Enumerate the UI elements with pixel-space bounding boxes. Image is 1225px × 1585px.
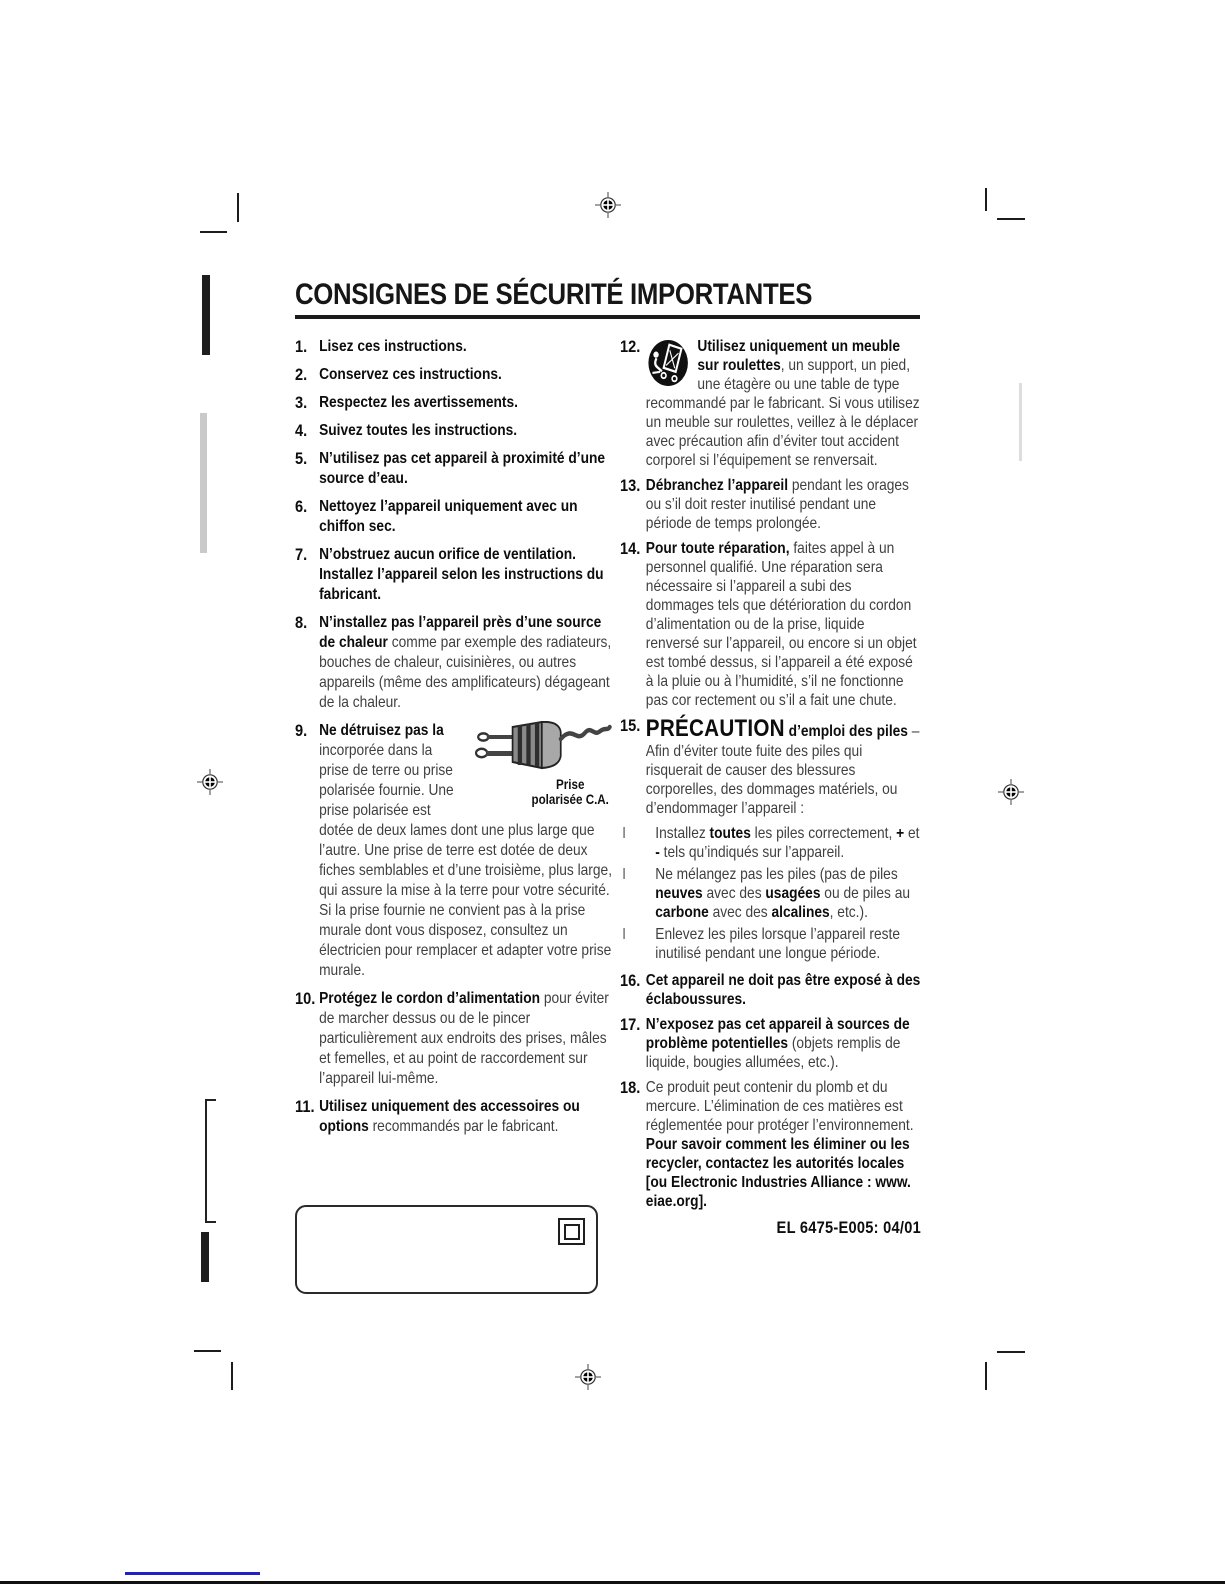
bullet-marker: l — [622, 926, 626, 943]
item-text: Nettoyez l’appareil uniquement avec un chiffon sec. — [319, 498, 578, 535]
crop-mark — [997, 1351, 1025, 1353]
item-text: N’exposez pas cet appareil à sources de problème potentielles (objets remplis de liquide, bougies allumées, etc.). — [645, 1016, 910, 1071]
nested-squares-icon — [558, 1218, 585, 1245]
bullet-marker: l — [622, 825, 626, 842]
item-number: 14. — [620, 539, 641, 558]
crop-mark — [200, 231, 227, 233]
item-text: Respectez les avertissements. — [319, 394, 518, 411]
bullet-text: Ne mélangez pas les piles (pas de piles neuves avec des usagées ou de piles au carbone avec des alcalines, etc.). — [655, 866, 910, 921]
battery-precaution-list — [620, 824, 921, 963]
item-number: 12. — [620, 337, 641, 356]
item-number: 4. — [295, 421, 308, 440]
instruction-item-13 — [620, 476, 921, 533]
instruction-item-5 — [295, 449, 617, 489]
page-bottom-edge — [0, 1581, 1225, 1584]
registration-crosshair-icon — [575, 1364, 601, 1390]
instruction-item-14 — [620, 539, 921, 710]
instruction-item-15 — [620, 716, 921, 818]
polarized-ac-plug-icon — [470, 721, 614, 771]
item-number: 13. — [620, 476, 641, 495]
instruction-item-3 — [295, 393, 617, 413]
item-number: 2. — [295, 365, 308, 384]
instruction-item-7 — [295, 545, 617, 605]
item-number: 9. — [295, 721, 308, 740]
instruction-item-8 — [295, 613, 617, 713]
right-column — [620, 337, 921, 1234]
bullet-text: Enlevez les piles lorsque l’appareil reste inutilisé pendant une longue période. — [655, 926, 901, 962]
item-text: N’installez pas l’appareil près d’une source de chaleur comme par exemple des radiateurs, bouches de chaleur, cuisinières, ou autres appareils (même des amplificateurs) dégageant de la chaleur. — [319, 614, 612, 711]
instruction-item-16 — [620, 971, 921, 1009]
nested-squares-inner — [564, 1224, 580, 1240]
bullet-marker: l — [622, 866, 626, 883]
item-text: PRÉCAUTION d’emploi des piles – Afin d’éviter toute fuite des piles qui risquerait de causer des blessures corporelles, des dommages matériels, ou d’endommager l’appareil : — [645, 715, 920, 817]
crop-mark — [985, 188, 987, 211]
item-number: 18. — [620, 1078, 641, 1097]
figure-caption-line2: polarisée C.A. — [531, 792, 609, 807]
registration-crosshair-icon — [197, 769, 223, 795]
left-column — [295, 337, 617, 1145]
item-number: 11. — [295, 1097, 315, 1116]
item-number: 1. — [295, 337, 308, 356]
item-text: Ce produit peut contenir du plomb et du mercure. L’élimination de ces matières est réglementée pour protéger l’environnement. Pour savoir comment les éliminer ou les recycler, contactez les autorités locales [ou Electronic Industries Alliance : www. eiae.org]. — [645, 1079, 914, 1210]
instruction-item-1 — [295, 337, 617, 357]
item-text: Débranchez l’appareil pendant les orages ou s’il doit rester inutilisé pendant une période de temps prolongée. — [645, 477, 909, 532]
battery-bullet-1 — [620, 824, 921, 862]
instruction-item-6 — [295, 497, 617, 537]
title-underline — [295, 315, 920, 319]
item-number: 7. — [295, 545, 308, 564]
registration-crosshair-icon — [998, 779, 1024, 805]
item-text: Suivez toutes les instructions. — [319, 422, 518, 439]
battery-bullet-3 — [620, 925, 921, 963]
item-text: N’utilisez pas cet appareil à proximité d’une source d’eau. — [319, 450, 606, 487]
registration-crosshair-icon — [595, 192, 621, 218]
item-number: 15. — [620, 716, 641, 735]
item-number: 5. — [295, 449, 308, 468]
item-text: Lisez ces instructions. — [319, 338, 467, 355]
bottom-outline-box — [295, 1205, 598, 1294]
item-text: Conservez ces instructions. — [319, 366, 502, 383]
crop-mark — [194, 1350, 221, 1352]
battery-bullet-2 — [620, 865, 921, 922]
item-number: 10. — [295, 989, 316, 1008]
blue-underline — [125, 1572, 260, 1575]
item-number: 3. — [295, 393, 308, 412]
item-text: N’obstruez aucun orifice de ventilation. Installez l’appareil selon les instructions du fabricant. — [319, 546, 604, 603]
item-number: 8. — [295, 613, 308, 632]
item-text: Prise polarisée C.A. Ne détruisez pas la incorporée dans la prise de terre ou prise polarisée fournie. Une prise polarisée est dotée de deux lames dont une plus large que l’autre. Une prise de terre est dotée de deux fiches semblables et d’une troisième, plus large, qui assure la mise à la terre pour votre sécurité. Si la prise fournie ne convient pas à la prise murale dont vous disposez, consultez un électricien pour remplacer et adapter votre prise murale. — [319, 721, 617, 981]
item-number: 16. — [620, 971, 641, 990]
bullet-text: Installez toutes les piles correctement, + et - tels qu’indiqués sur l’appareil. — [655, 825, 920, 861]
crop-mark — [997, 218, 1025, 220]
item-text: Protégez le cordon d’alimentation pour éviter de marcher dessus ou de le pincer particulièrement aux endroits des prises, mâles et femelles, et au point de raccordement sur l’appareil lui-même. — [319, 990, 609, 1087]
crop-mark — [985, 1362, 987, 1390]
page-title: CONSIGNES DE SÉCURITÉ IMPORTANTES — [295, 278, 813, 311]
document-number: EL 6475-E005: 04/01 — [776, 1219, 921, 1234]
instruction-item-9 — [295, 721, 617, 981]
crop-mark — [237, 193, 239, 222]
item-number: 17. — [620, 1015, 641, 1034]
instruction-item-2 — [295, 365, 617, 385]
item-text: Cet appareil ne doit pas être exposé à des éclaboussures. — [645, 972, 921, 1008]
item-number: 6. — [295, 497, 308, 516]
instruction-item-4 — [295, 421, 617, 441]
instruction-item-11 — [295, 1097, 617, 1137]
instruction-item-10 — [295, 989, 617, 1089]
margin-bar-gray — [200, 413, 207, 553]
instruction-item-17 — [620, 1015, 921, 1072]
cart-tip-warning-icon — [646, 339, 691, 387]
margin-bracket — [205, 1099, 216, 1223]
item-text: Utilisez uniquement des accessoires ou options recommandés par le fabricant. — [319, 1098, 580, 1135]
margin-bar — [202, 275, 210, 355]
margin-bar-faint — [1019, 383, 1022, 461]
instruction-item-12 — [620, 337, 921, 470]
margin-bar — [201, 1232, 209, 1282]
figure-caption-line1: Prise — [555, 777, 585, 792]
crop-mark — [231, 1362, 233, 1390]
polarized-plug-figure — [470, 721, 616, 807]
instruction-item-18 — [620, 1078, 921, 1211]
item-text: Utilisez uniquement un meuble sur roulettes, un support, un pied, une étagère ou une table de type recommandé par le fabricant. Si vous utilisez un meuble sur roulettes, veillez à le déplacer avec précaution afin d’éviter tout accident corporel si l’équipement se renversait. — [645, 338, 920, 469]
item-text: Pour toute réparation, faites appel à un personnel qualifié. Une réparation sera nécessaire si l’appareil a subi des dommages tels que détérioration du cordon d’alimentation ou de la prise, liquide renversé sur l’appareil, ou encore si un objet est tombé dessus, si l’appareil a été exposé à la pluie ou à l’humidité, s’il ne fonctionne pas cor rectement ou s’il a fait une chute. — [645, 540, 917, 709]
